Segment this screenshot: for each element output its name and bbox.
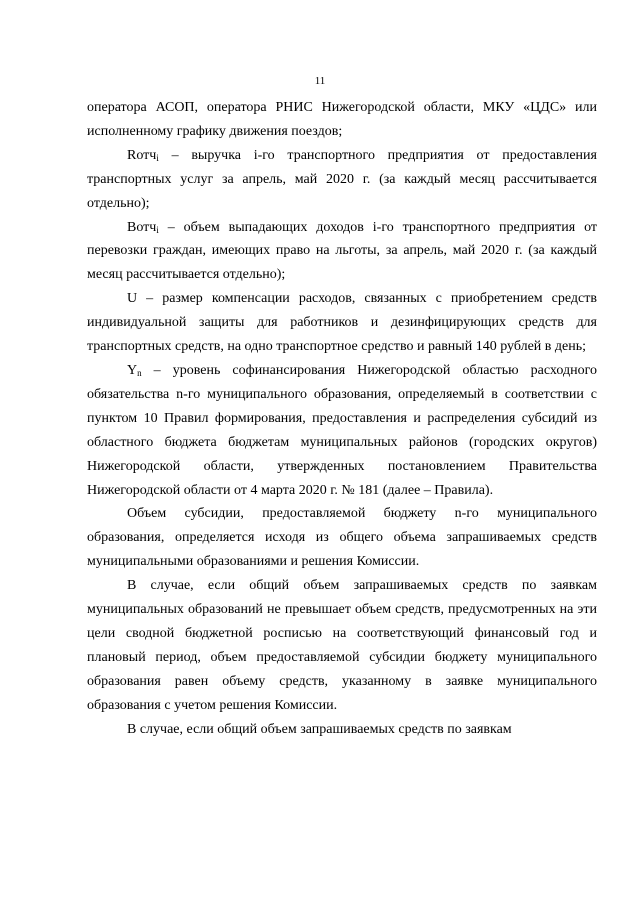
formula-symbol: Rотч — [127, 147, 157, 163]
paragraph-revenue-definition: Rотч$_i$ – выручка i-го транспортного предприятия от предоставления транспортных услуг за апрель, май 2020 г. (за каждый месяц рассчитывается отдельно); — [87, 147, 597, 211]
document-body — [87, 96, 597, 741]
page-number: 11 — [314, 75, 326, 87]
paragraph-case-not-exceeding: В случае, если общий объем запрашиваемых средств по заявкам муниципальных образований не превышает объем средств, предусмотренных на эти цели сводной бюджетной росписью на соответствующий финансовый год и плановый период, объем предоставляемой субсидии бюджету муниципального образования равен объему средств, указанному в заявке муниципального образования с учетом решения Комиссии. — [87, 578, 597, 713]
formula-subscript: i — [156, 224, 159, 235]
paragraph-cofinancing-definition: $Y_n$ – уровень софинансирования Нижегородской областью расходного обязательства n-го муниципального образования, определяемый в соответствии с пунктом 10 Правил формирования, предоставления и распределения субсидий из областного бюджета бюджетам муниципальных районов (городских округов) Нижегородской области, утвержденных постановлением Правительства Нижегородской области от 4 марта 2020 г. № 181 (далее – Правила). — [87, 362, 597, 498]
paragraph-case-exceeding: В случае, если общий объем запрашиваемых средств по заявкам — [127, 721, 512, 737]
paragraph-continuation: оператора АСОП, оператора РНИС Нижегородской области, МКУ «ЦДС» или исполненному графику движения поездов; — [87, 100, 597, 139]
paragraph-compensation-definition: U – размер компенсации расходов, связанных с приобретением средств индивидуальной защиты для работников и дезинфицирующих средств для транспортных средств, на одно транспортное средство и равный 140 рублей в день; — [87, 291, 597, 355]
formula-subscript: n — [137, 367, 142, 378]
formula-symbol: Y — [127, 362, 138, 378]
paragraph-subsidy-volume: Объем субсидии, предоставляемой бюджету n-го муниципального образования, определяется исходя из общего объема запрашиваемых средств муниципальными образованиями и решения Комиссии. — [87, 506, 597, 570]
formula-symbol: Вотч — [127, 219, 157, 235]
formula-subscript: i — [156, 152, 159, 163]
paragraph-lost-income-definition: Вотч$_i$ – объем выпадающих доходов i-го транспортного предприятия от перевозки граждан, имеющих право на льготы, за апрель, май 2020 г. (за каждый месяц рассчитывается отдельно); — [87, 219, 597, 283]
